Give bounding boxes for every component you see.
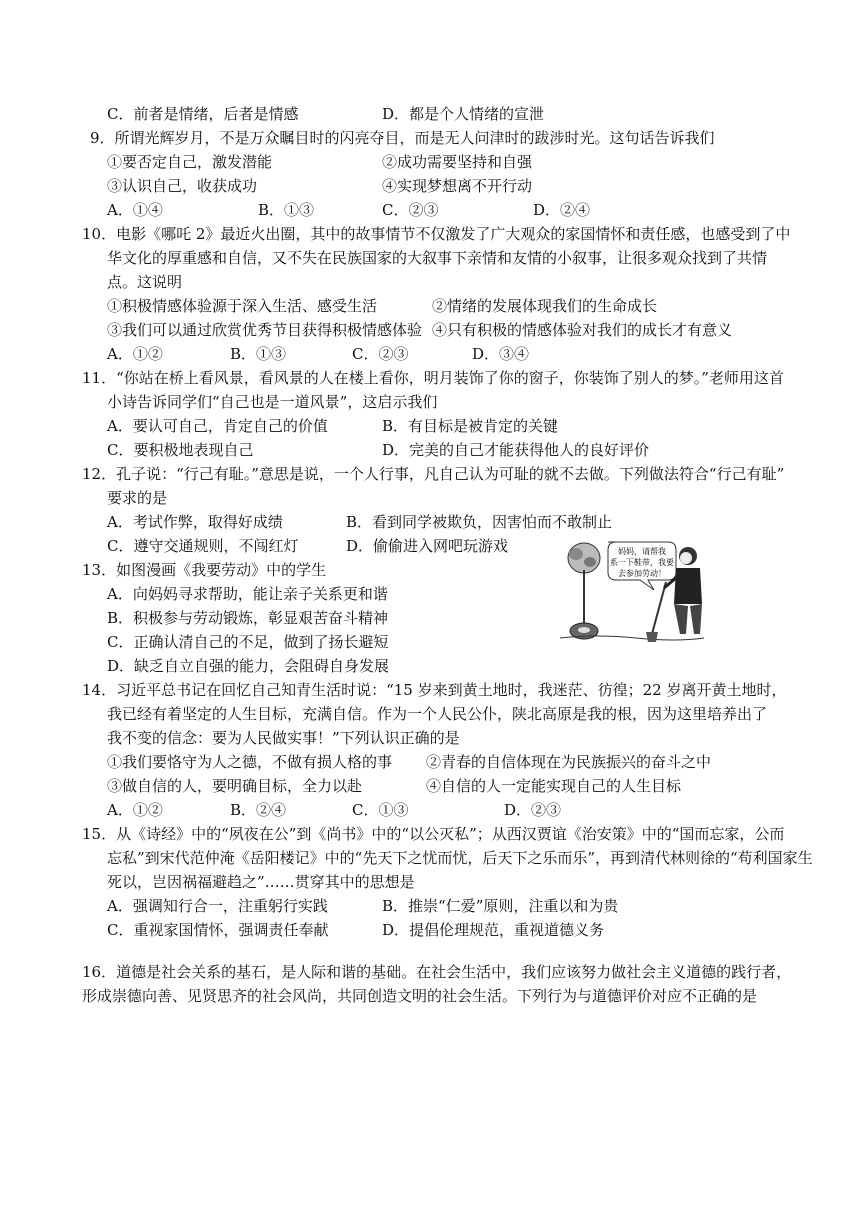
q14-statement-4: ④自信的人一定能实现自己的人生目标 bbox=[426, 777, 682, 795]
q9-option-c: C．②③ bbox=[382, 201, 439, 219]
q11-option-b: B．有目标是被肯定的关键 bbox=[382, 417, 559, 435]
q13-option-a: A．向妈妈寻求帮助，能让亲子关系更和谐 bbox=[107, 585, 388, 603]
q9-option-b: B．①③ bbox=[258, 201, 315, 219]
q10-statement-2: ②情绪的发展体现我们的生命成长 bbox=[432, 297, 658, 315]
q11-option-d: D．完美的自己才能获得他人的良好评价 bbox=[382, 441, 650, 459]
cartoon-bubble-line-1: 妈妈，请帮我 bbox=[618, 547, 666, 556]
q14-statement-3: ③做自信的人，要明确目标，全力以赴 bbox=[107, 777, 363, 795]
q14-option-c: C．①③ bbox=[352, 801, 409, 819]
q15-stem-line-1: 15．从《诗经》中的“夙夜在公”到《尚书》中的“以公灭私”；从西汉贾谊《治安策》中的“国而忘家，公而 bbox=[82, 825, 785, 843]
q14-stem-line-3: 我不变的信念：要为人民做实事！”下列认识正确的是 bbox=[107, 729, 460, 747]
q16-stem-line-1: 16．道德是社会关系的基石，是人际和谐的基础。在社会生活中，我们应该努力做社会主义道德的践行者， bbox=[82, 963, 792, 981]
q8-option-d: D．都是个人情绪的宣泄 bbox=[382, 105, 545, 123]
q10-stem-line-1: 10．电影《哪吒 2》最近火出圈，其中的故事情节不仅激发了广大观众的家国情怀和责任感，也感受到了中 bbox=[82, 225, 791, 243]
q15-option-b: B．推崇“仁爱”原则，注重以和为贵 bbox=[382, 897, 619, 915]
q15-stem-line-3: 死以，岂因祸福避趋之”……贯穿其中的思想是 bbox=[107, 873, 415, 891]
q10-statement-3: ③我们可以通过欣赏优秀节目获得积极情感体验 bbox=[107, 321, 423, 339]
q12-stem-line-2: 要求的是 bbox=[107, 489, 168, 507]
q10-option-b: B．①③ bbox=[230, 345, 287, 363]
q9-option-a: A．①④ bbox=[107, 201, 163, 219]
q15-option-d: D．提倡伦理规范，重视道德义务 bbox=[382, 921, 605, 939]
q13-stem: 13．如图漫画《我要劳动》中的学生 bbox=[82, 561, 327, 579]
q14-stem-line-1: 14．习近平总书记在回忆自己知青生活时说：“15 岁来到黄土地时，我迷茫、彷徨；22 岁离开黄土地时， bbox=[82, 681, 787, 699]
q12-option-c: C．遵守交通规则，不闯红灯 bbox=[107, 537, 299, 555]
q10-option-a: A．①② bbox=[107, 345, 163, 363]
q11-option-a: A．要认可自己，肯定自己的价值 bbox=[107, 417, 328, 435]
q12-option-a: A．考试作弊，取得好成绩 bbox=[107, 513, 283, 531]
q14-statement-1: ①我们要恪守为人之德，不做有损人格的事 bbox=[107, 753, 393, 771]
q10-stem-line-3: 点。这说明 bbox=[107, 273, 183, 291]
q10-option-c: C．②③ bbox=[352, 345, 409, 363]
q14-statement-2: ②青春的自信体现在为民族振兴的奋斗之中 bbox=[426, 753, 712, 771]
q15-stem-line-2: 忘私”到宋代范仲淹《岳阳楼记》中的“先天下之忧而忧，后天下之乐而乐”，再到清代林则徐的“苟利国家生 bbox=[107, 849, 813, 867]
q12-option-b: B．看到同学被欺负，因害怕而不敢制止 bbox=[346, 513, 613, 531]
q13-option-b: B．积极参与劳动锻炼，彰显艰苦奋斗精神 bbox=[107, 609, 389, 627]
q12-stem-line-1: 12．孔子说：“行己有耻。”意思是说，一个人行事，凡自己认为可耻的就不去做。下列做法符合“行己有耻” bbox=[82, 465, 785, 483]
q14-option-d: D．②③ bbox=[504, 801, 562, 819]
q10-statement-4: ④只有积极的情感体验对我们的成长才有意义 bbox=[432, 321, 733, 339]
q11-option-c: C．要积极地表现自己 bbox=[107, 441, 254, 459]
q9-option-d: D．②④ bbox=[533, 201, 591, 219]
q9-statement-3: ③认识自己，收获成功 bbox=[107, 177, 258, 195]
q10-statement-1: ①积极情感体验源于深入生活、感受生活 bbox=[107, 297, 378, 315]
q9-statement-1: ①要否定自己，激发潜能 bbox=[107, 153, 273, 171]
q10-stem-line-2: 华文化的厚重感和自信，又不失在民族国家的大叙事下亲情和友情的小叙事，让很多观众找到了共情 bbox=[107, 249, 768, 267]
cartoon-bubble-line-2: 系一下鞋带，我要 bbox=[610, 558, 674, 567]
q9-statement-2: ②成功需要坚持和自强 bbox=[382, 153, 533, 171]
q12-option-d: D．偷偷进入网吧玩游戏 bbox=[346, 537, 509, 555]
q15-option-a: A．强调知行合一，注重躬行实践 bbox=[107, 897, 328, 915]
q8-option-c: C．前者是情绪，后者是情感 bbox=[107, 105, 299, 123]
q14-option-a: A．①② bbox=[107, 801, 163, 819]
q11-stem-line-1: 11．“你站在桥上看风景，看风景的人在楼上看你，明月装饰了你的窗子，你装饰了别人的梦。”老师用这首 bbox=[82, 369, 784, 387]
labor-cartoon-image bbox=[556, 538, 706, 644]
cartoon-bubble-line-3: 去参加劳动！ bbox=[618, 569, 666, 578]
q15-option-c: C．重视家国情怀，强调责任奉献 bbox=[107, 921, 329, 939]
q11-stem-line-2: 小诗告诉同学们“自己也是一道风景”，这启示我们 bbox=[107, 393, 438, 411]
q14-stem-line-2: 我已经有着坚定的人生目标，充满自信。作为一个人民公仆，陕北高原是我的根，因为这里培养出了 bbox=[107, 705, 768, 723]
q13-option-d: D．缺乏自立自强的能力，会阻碍自身发展 bbox=[107, 657, 390, 675]
q9-statement-4: ④实现梦想离不开行动 bbox=[382, 177, 533, 195]
q9-stem: 9．所谓光辉岁月，不是万众瞩目时的闪亮夺目，而是无人问津时的跋涉时光。这句话告诉我们 bbox=[90, 129, 715, 147]
q16-stem-line-2: 形成崇德向善、见贤思齐的社会风尚，共同创造文明的社会生活。下列行为与道德评价对应不正确的是 bbox=[82, 987, 758, 1005]
q14-option-b: B．②④ bbox=[230, 801, 287, 819]
q13-option-c: C．正确认清自己的不足，做到了扬长避短 bbox=[107, 633, 389, 651]
q10-option-d: D．③④ bbox=[472, 345, 530, 363]
